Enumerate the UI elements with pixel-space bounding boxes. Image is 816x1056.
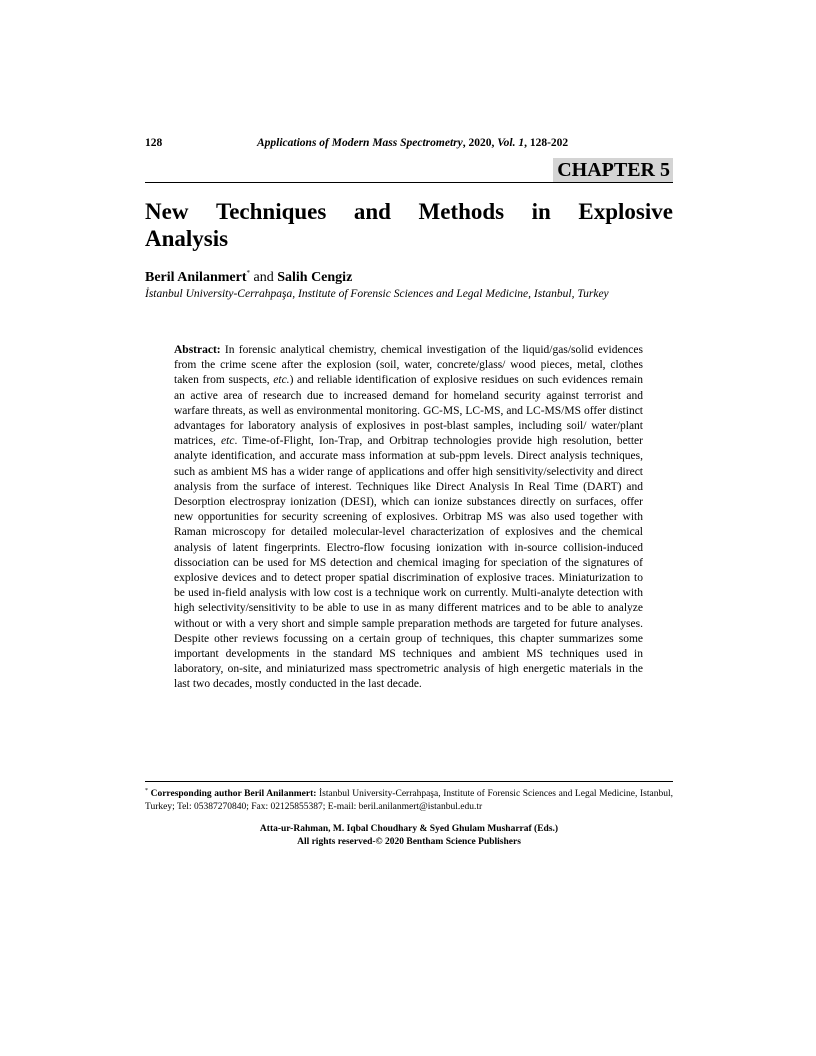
abstract-heading: Abstract: xyxy=(174,344,221,356)
page-number: 128 xyxy=(145,137,163,149)
editors-line: Atta-ur-Rahman, M. Iqbal Choudhary & Syed Ghulam Musharraf (Eds.) xyxy=(259,824,559,834)
chapter-label: CHAPTER 5 xyxy=(553,158,673,182)
abstract-text: . Time-of-Flight, Ion-Trap, and Orbitrap technologies provide high resolution, better analyte identification, and accurate mass information at sub-ppm levels. Direct analysis techniques, such as ambient MS has a wider range of applications and offer high sensitivity/selectivity and direct analysis from the surface of interest. Techniques like Direct Analysis In Real Time (DART) and Desorption electrospray ionization (DESI), which can ionize substances directly on surfaces, offer new opportunities for security screening of explosives. Orbitrap MS was also used together with Raman microscopy for detailed molecular-level characterization of explosives and the chemical analysis of latent fingerprints. Electro-flow focusing ionization with in-source collision-induced dissociation can be used for MS detection and chemical imaging for speciation of the signatures of explosive devices and to detect proper spatial discrimination of explosive traces. Miniaturization to be used in-field analysis with low cost is a technique work on currently. Multi-analyte detection with high selectivity/sensitivity to be able to use in as many different matrices and to be able to analyze without or with a very short and simple sample preparation methods are targeted for future analyses. Despite other reviews focussing on a certain group of techniques, this chapter summarizes some important developments in the standard MS techniques and ambient MS techniques used in laboratory, on-site, and miniaturized mass spectrometric analysis of high energetic materials in the last two decades, mostly conducted in the last decade. xyxy=(174,435,643,691)
title-word: Explosive xyxy=(578,199,673,224)
abstract-text: ) and reliable identification of explosive residues on such evidences remain an active area of research due to increased demand for homeland security against terrorist and warfare threats, as well as environmental monitoring. GC-MS, LC-MS, and LC-MS/MS offer distinct advantages for laboratory analysis of explosives in post-blast samples, including soil/ water/plant matrices, xyxy=(174,374,643,448)
corresponding-mark: * xyxy=(246,269,250,277)
chapter-divider xyxy=(145,182,673,183)
title-word: New xyxy=(145,199,189,224)
journal-pages: , 128-202 xyxy=(524,137,569,149)
author-list xyxy=(145,264,352,287)
footnote xyxy=(145,785,673,813)
abstract-text: In forensic analytical chemistry, chemical investigation of the liquid/gas/solid evidences from the crime scene after the explosion (soil, water, concrete/glass/ wood pieces, metal, clothes taken from suspects, xyxy=(174,344,643,387)
title-line-1 xyxy=(145,198,673,225)
author-name: Beril Anilanmert xyxy=(145,270,247,285)
chapter-title xyxy=(145,198,673,252)
rights-line: All rights reserved-© 2020 Bentham Science Publishers xyxy=(297,836,521,847)
title-word: Methods xyxy=(418,199,505,224)
affiliation: İstanbul University-Cerrahpaşa, Institute of Forensic Sciences and Legal Medicine, Istanbul, Turkey xyxy=(145,288,609,300)
title-word: Techniques xyxy=(215,199,327,224)
title-word: in xyxy=(531,199,551,224)
abstract xyxy=(174,343,643,693)
abstract-etc: etc. xyxy=(273,374,290,387)
publisher-credits xyxy=(145,823,673,848)
journal-citation xyxy=(257,137,568,149)
journal-title: Applications of Modern Mass Spectrometry xyxy=(257,137,463,149)
footnote-divider xyxy=(145,781,673,782)
journal-volume: Vol. 1 xyxy=(497,137,525,149)
author-connector: and xyxy=(250,270,278,285)
footnote-text: İstanbul University-Cerrahpaşa, Institute of Forensic Sciences and Legal Medicine, Istanbul, Turkey; Tel: 05387270840; Fax: 02125855387; E-mail: beril.anilanmert@istanbul.edu.tr xyxy=(145,789,673,812)
journal-year: , 2020, xyxy=(462,137,498,149)
footnote-label: Corresponding author Beril Anilanmert: xyxy=(148,789,317,799)
title-line-2: Analysis xyxy=(145,226,229,251)
abstract-etc: etc xyxy=(221,435,235,448)
author-name: Salih Cengiz xyxy=(277,270,353,285)
footnote-mark: * xyxy=(145,788,148,794)
title-word: and xyxy=(353,199,391,224)
